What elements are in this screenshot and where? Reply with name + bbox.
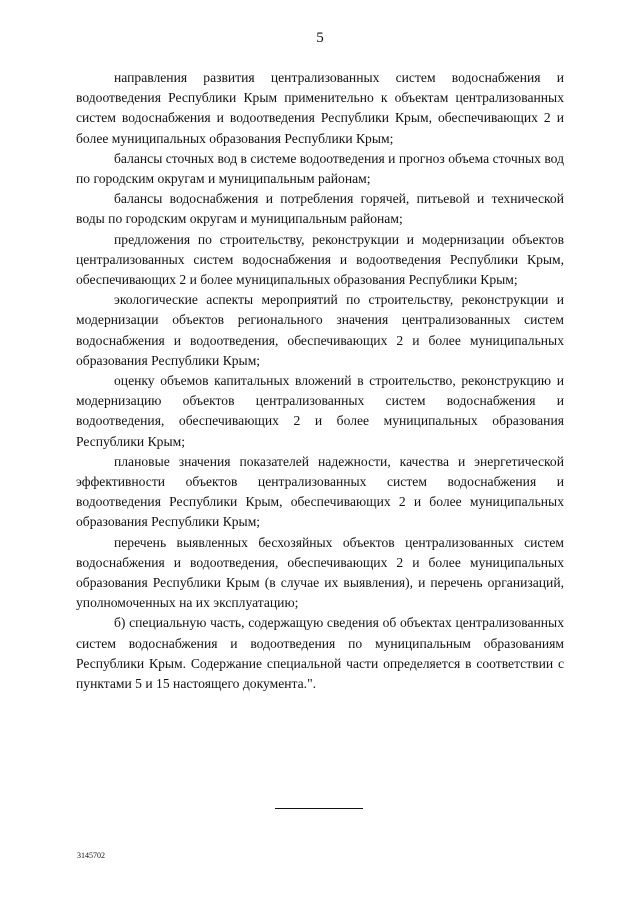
paragraph-7: плановые значения показателей надежности, качества и энергетической эффективности объектов централизованных систем водоснабжения и водоотведения Республики Крым, обеспечивающих 2 и более муниципальных образования Республики Крым; (76, 453, 564, 530)
divider-line (275, 808, 363, 809)
paragraph-5: экологические аспекты мероприятий по строительству, реконструкции и модернизации объектов регионального значения централизованных систем водоснабжения и водоотведения, обеспечивающих 2 и более муниципальных образования Республики Крым; (76, 292, 564, 368)
paragraph-4: предложения по строительству, реконструкции и модернизации объектов централизованных систем водоснабжения и водоотведения Республики Крым, обеспечивающих 2 и более муниципальных образования Республики Крым; (76, 231, 564, 288)
page-number: 5 (316, 30, 324, 46)
paragraph-1: направления развития централизованных систем водоснабжения и водоотведения Республики Крым применительно к объектам централизованных систем водоснабжения и водоотведения Республики Крым, обеспечивающих 2 и более муниципальных образования Республики Крым; (76, 70, 564, 146)
paragraph-9: б) специальную часть, содержащую сведения об объектах централизованных систем водоснабжения и водоотведения по муниципальным образованиям Республики Крым. Содержание специальной части определяется в соответствии с пунктами 5 и 15 настоящего документа.". (76, 615, 564, 692)
paragraph-3: балансы водоснабжения и потребления горячей, питьевой и технической воды по городским округам и муниципальным районам; (76, 191, 564, 227)
document-body (76, 68, 564, 694)
paragraph-8: перечень выявленных бесхозяйных объектов централизованных систем водоснабжения и водоотведения, обеспечивающих 2 и более муниципальных образования Республики Крым (в случае их выявления), и перечень организаций, уполномоченных на их эксплуатацию; (76, 534, 564, 611)
document-code: 3145702 (77, 851, 105, 860)
paragraph-2: балансы сточных вод в системе водоотведения и прогноз объема сточных вод по городским округам и муниципальным районам; (76, 150, 564, 187)
paragraph-6: оценку объемов капитальных вложений в строительство, реконструкцию и модернизацию объектов централизованных систем водоснабжения и водоотведения, обеспечивающих 2 и более муниципальных образования Республики Крым; (76, 373, 564, 449)
